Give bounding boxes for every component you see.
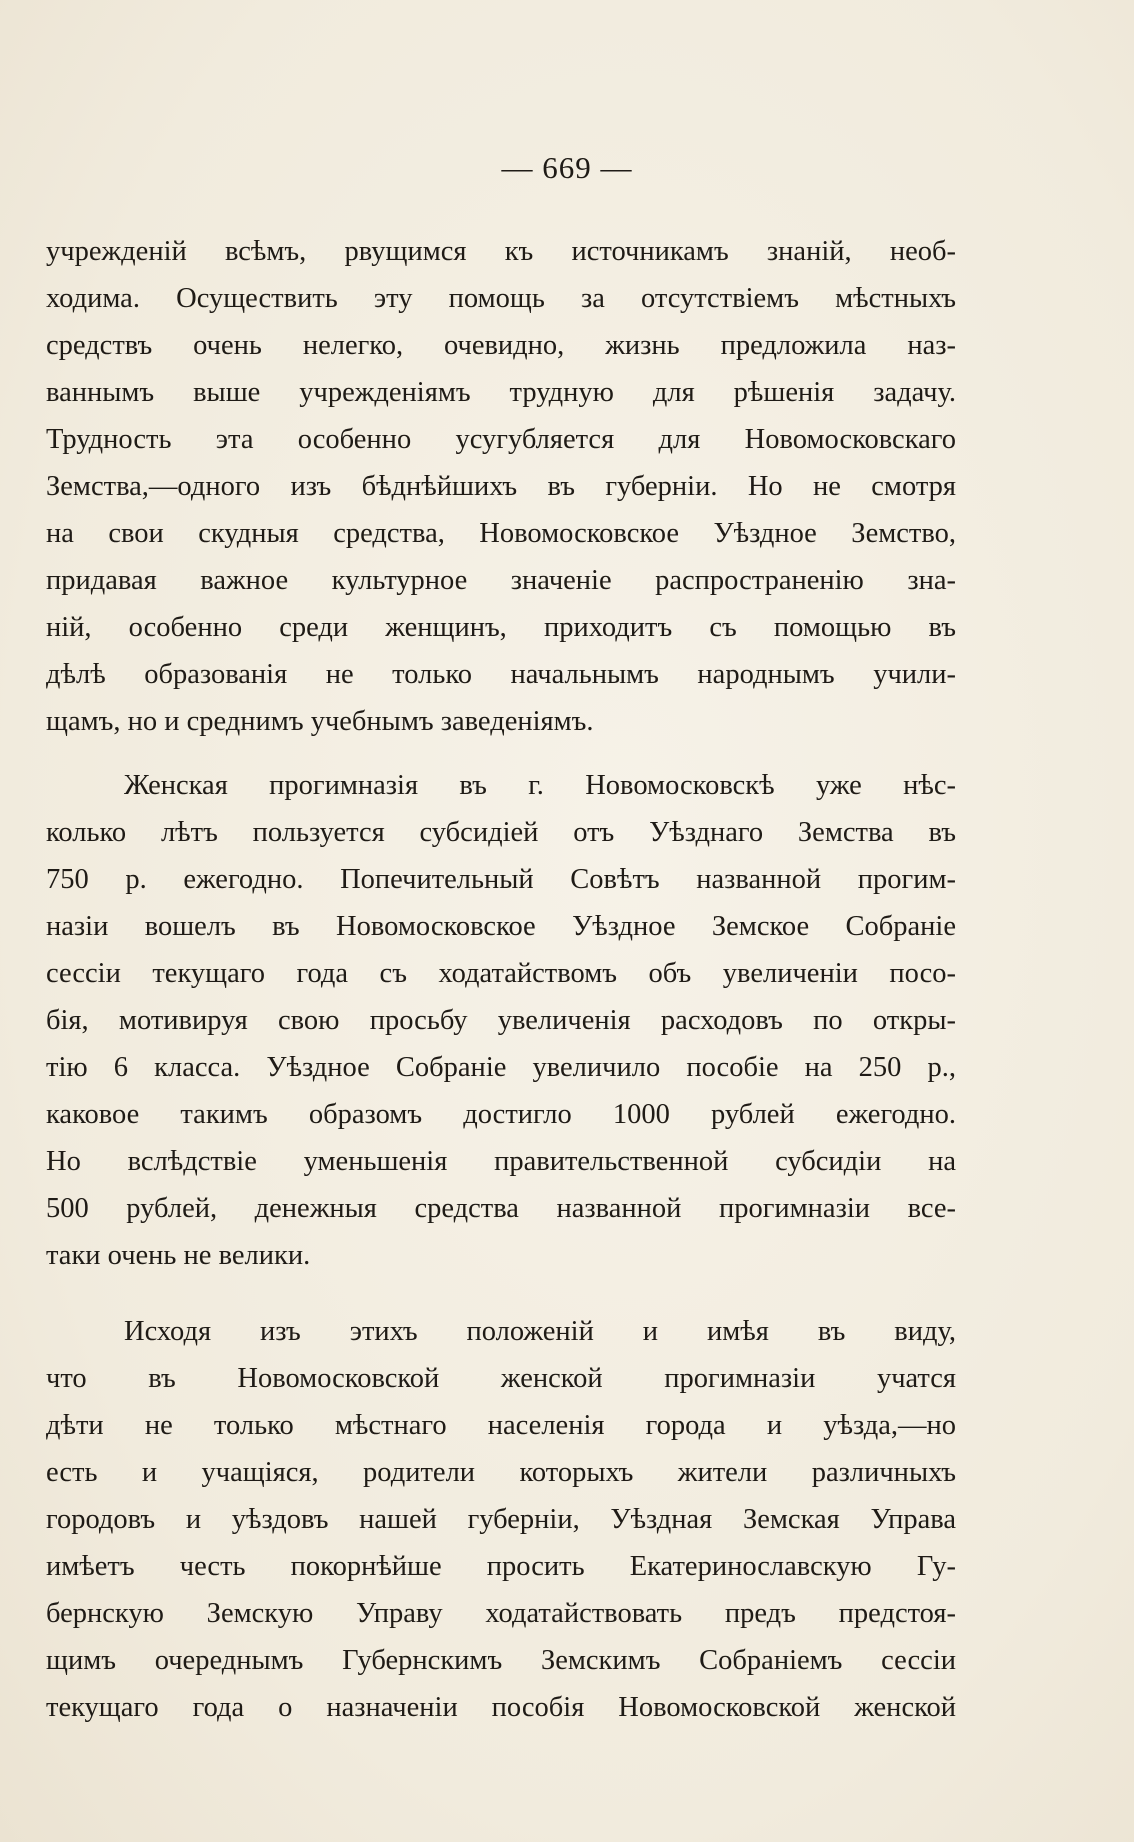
page-number: — 669 — (501, 150, 633, 185)
text-line: на свои скудныя средства, Новомосковское Уѣздное Земство, (46, 518, 956, 549)
text-line: городовъ и уѣздовъ нашей губерніи, Уѣздная Земская Управа (46, 1504, 956, 1535)
text-line: ваннымъ выше учрежденіямъ трудную для рѣшенія задачу. (46, 377, 956, 408)
text-line: дѣлѣ образованія не только начальнымъ народнымъ учили- (46, 659, 956, 690)
text-line: щамъ, но и среднимъ учебнымъ заведеніямъ. (46, 706, 594, 737)
text-line: Исходя изъ этихъ положеній и имѣя въ виду, (124, 1316, 956, 1347)
paragraph-2 (46, 762, 956, 1279)
text-line: 750 р. ежегодно. Попечительный Совѣтъ названной прогим- (46, 864, 956, 895)
paragraph-3 (46, 1308, 956, 1731)
text-line: колько лѣтъ пользуется субсидіей отъ Уѣзднаго Земства въ (46, 817, 956, 848)
text-line: Земства,—одного изъ бѣднѣйшихъ въ губерніи. Но не смотря (46, 471, 956, 502)
text-line: учрежденій всѣмъ, рвущимся къ источникамъ знаній, необ- (46, 236, 956, 267)
text-line: каковое такимъ образомъ достигло 1000 рублей ежегодно. (46, 1099, 956, 1130)
text-line: дѣти не только мѣстнаго населенія города и уѣзда,—но (46, 1410, 956, 1441)
text-line: щимъ очереднымъ Губернскимъ Земскимъ Собраніемъ сессіи (46, 1645, 956, 1676)
text-line: таки очень не велики. (46, 1240, 311, 1271)
text-line: Но вслѣдствіе уменьшенія правительственной субсидіи на (46, 1146, 956, 1177)
text-line: есть и учащіяся, родители которыхъ жители различныхъ (46, 1457, 956, 1488)
text-line: тію 6 класса. Уѣздное Собраніе увеличило пособіе на 250 р., (46, 1052, 956, 1083)
text-line: сессіи текущаго года съ ходатайствомъ объ увеличеніи посо- (46, 958, 956, 989)
text-line: ходима. Осуществить эту помощь за отсутствіемъ мѣстныхъ (46, 283, 956, 314)
text-line: назіи вошелъ въ Новомосковское Уѣздное Земское Собраніе (46, 911, 956, 942)
text-line: Трудность эта особенно усугубляется для Новомосковскаго (46, 424, 956, 455)
text-line: Женская прогимназія въ г. Новомосковскѣ уже нѣс- (124, 770, 956, 801)
text-line: бернскую Земскую Управу ходатайствовать предъ предстоя- (46, 1598, 956, 1629)
paragraph-1 (46, 228, 956, 745)
text-line: имѣетъ честь покорнѣйше просить Екатеринославскую Гу- (46, 1551, 956, 1582)
text-line: что въ Новомосковской женской прогимназіи учатся (46, 1363, 956, 1394)
text-line: средствъ очень нелегко, очевидно, жизнь предложила наз- (46, 330, 956, 361)
text-line: бія, мотивируя свою просьбу увеличенія расходовъ по откры- (46, 1005, 956, 1036)
text-line: придавая важное культурное значеніе распространенію зна- (46, 565, 956, 596)
text-line: ній, особенно среди женщинъ, приходитъ съ помощью въ (46, 612, 956, 643)
text-line: 500 рублей, денежныя средства названной прогимназіи все- (46, 1193, 956, 1224)
text-line: текущаго года о назначеніи пособія Новомосковской женской (46, 1692, 956, 1723)
